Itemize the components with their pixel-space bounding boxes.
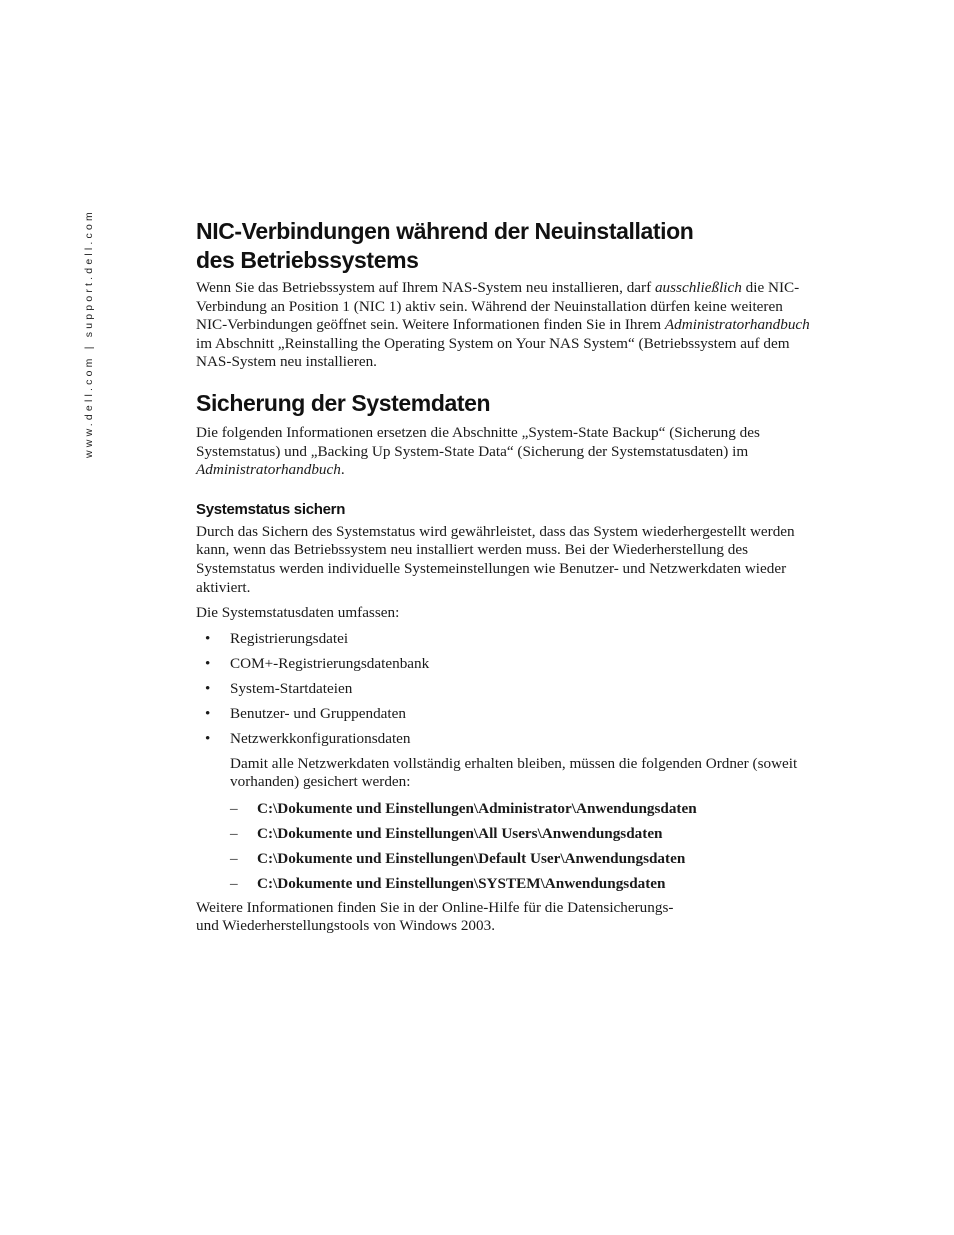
folder-path-text: C:\Dokumente und Einstellungen\Default User\Anwendungsdaten [257, 849, 686, 867]
backup-text-a: Die folgenden Informationen ersetzen die Abschnitte „System-State Backup“ (Sicherung des Systemstatus) und „Backing Up System-State Data“ (Sicherung der Systemstatusdaten) im [196, 423, 760, 460]
heading-nic-line2: des Betriebssystems [196, 247, 419, 273]
heading-nic-connections [196, 217, 816, 275]
closing-line1: Weitere Informationen finden Sie in der Online-Hilfe für die Datensicherungs- [196, 898, 674, 916]
list-item [196, 730, 816, 749]
list-item-text: System-Startdateien [230, 679, 353, 697]
bullet-icon: • [205, 679, 211, 697]
bullet-icon: • [205, 629, 211, 647]
heading-system-backup: Sicherung der Systemdaten [196, 389, 491, 416]
dash-icon: – [230, 849, 238, 867]
folder-path [230, 800, 816, 819]
list-item [196, 655, 816, 674]
list-item-text: COM+-Registrierungsdatenbank [230, 654, 430, 672]
list-item [196, 630, 816, 649]
folder-path [230, 875, 816, 894]
systemstatus-paragraph: Durch das Sichern des Systemstatus wird gewährleistet, dass das System wiederhergestellt werden kann, wenn das Betriebssystem neu installiert werden muss. Bei der Wiederherstellung des Systemstatus werden individuelle Systemeinstellungen wie Benutzer- und Netzwerkdaten wieder aktiviert. [196, 522, 795, 596]
dash-icon: – [230, 799, 238, 817]
bullet-icon: • [205, 704, 211, 722]
nic-paragraph [196, 279, 816, 372]
heading-nic-line1: NIC-Verbindungen während der Neuinstallation [196, 218, 694, 244]
folder-path [230, 825, 816, 844]
systemstatus-list [196, 630, 816, 749]
list-item [196, 705, 816, 724]
closing-line2: und Wiederherstellungstools von Windows 2003. [196, 917, 495, 935]
list-item-text: Benutzer- und Gruppendaten [230, 704, 406, 722]
network-data-note: Damit alle Netzwerkdaten vollständig erhalten bleiben, müssen die folgenden Ordner (soweit vorhanden) gesichert werden: [230, 754, 798, 791]
nic-text-a: Wenn Sie das Betriebssystem auf Ihrem NAS-System neu installieren, darf [196, 279, 655, 296]
list-item-text: Netzwerkkonfigurationsdaten [230, 729, 411, 747]
nic-text-c: die NIC-Verbindung an Position 1 (NIC 1) aktiv sein. Während der Neuinstallation dürfen keine weiteren NIC-Verbindungen geöffnet sein. Weitere Informationen finden Sie in Ihrem [196, 279, 800, 334]
list-item [196, 680, 816, 699]
backup-text-c: . [340, 461, 345, 479]
side-url: www.dell.com | support.dell.com [83, 209, 95, 458]
folder-path-text: C:\Dokumente und Einstellungen\Administrator\Anwendungsdaten [257, 799, 697, 817]
closing-paragraph [196, 899, 816, 936]
dash-icon: – [230, 824, 238, 842]
folder-list [230, 800, 816, 894]
heading-systemstatus: Systemstatus sichern [196, 500, 346, 518]
list-item-text: Registrierungsdatei [230, 629, 349, 647]
nic-text-e: im Abschnitt „Reinstalling the Operating System on Your NAS System“ (Betriebssystem auf dem NAS-System neu installieren. [196, 334, 790, 371]
bullet-icon: • [205, 654, 211, 672]
nic-text-emphasis: ausschließlich [654, 279, 742, 296]
nic-text-manual: Administratorhandbuch [664, 316, 810, 334]
folder-path [230, 850, 816, 869]
backup-paragraph [196, 424, 816, 480]
page-content [196, 217, 816, 943]
systemstatus-intro: Die Systemstatusdaten umfassen: [196, 604, 400, 622]
folder-path-text: C:\Dokumente und Einstellungen\SYSTEM\Anwendungsdaten [257, 874, 666, 892]
backup-text-manual: Administratorhandbuch [196, 461, 341, 479]
bullet-icon: • [205, 729, 211, 747]
folder-path-text: C:\Dokumente und Einstellungen\All Users\Anwendungsdaten [257, 824, 663, 842]
dash-icon: – [230, 874, 238, 892]
